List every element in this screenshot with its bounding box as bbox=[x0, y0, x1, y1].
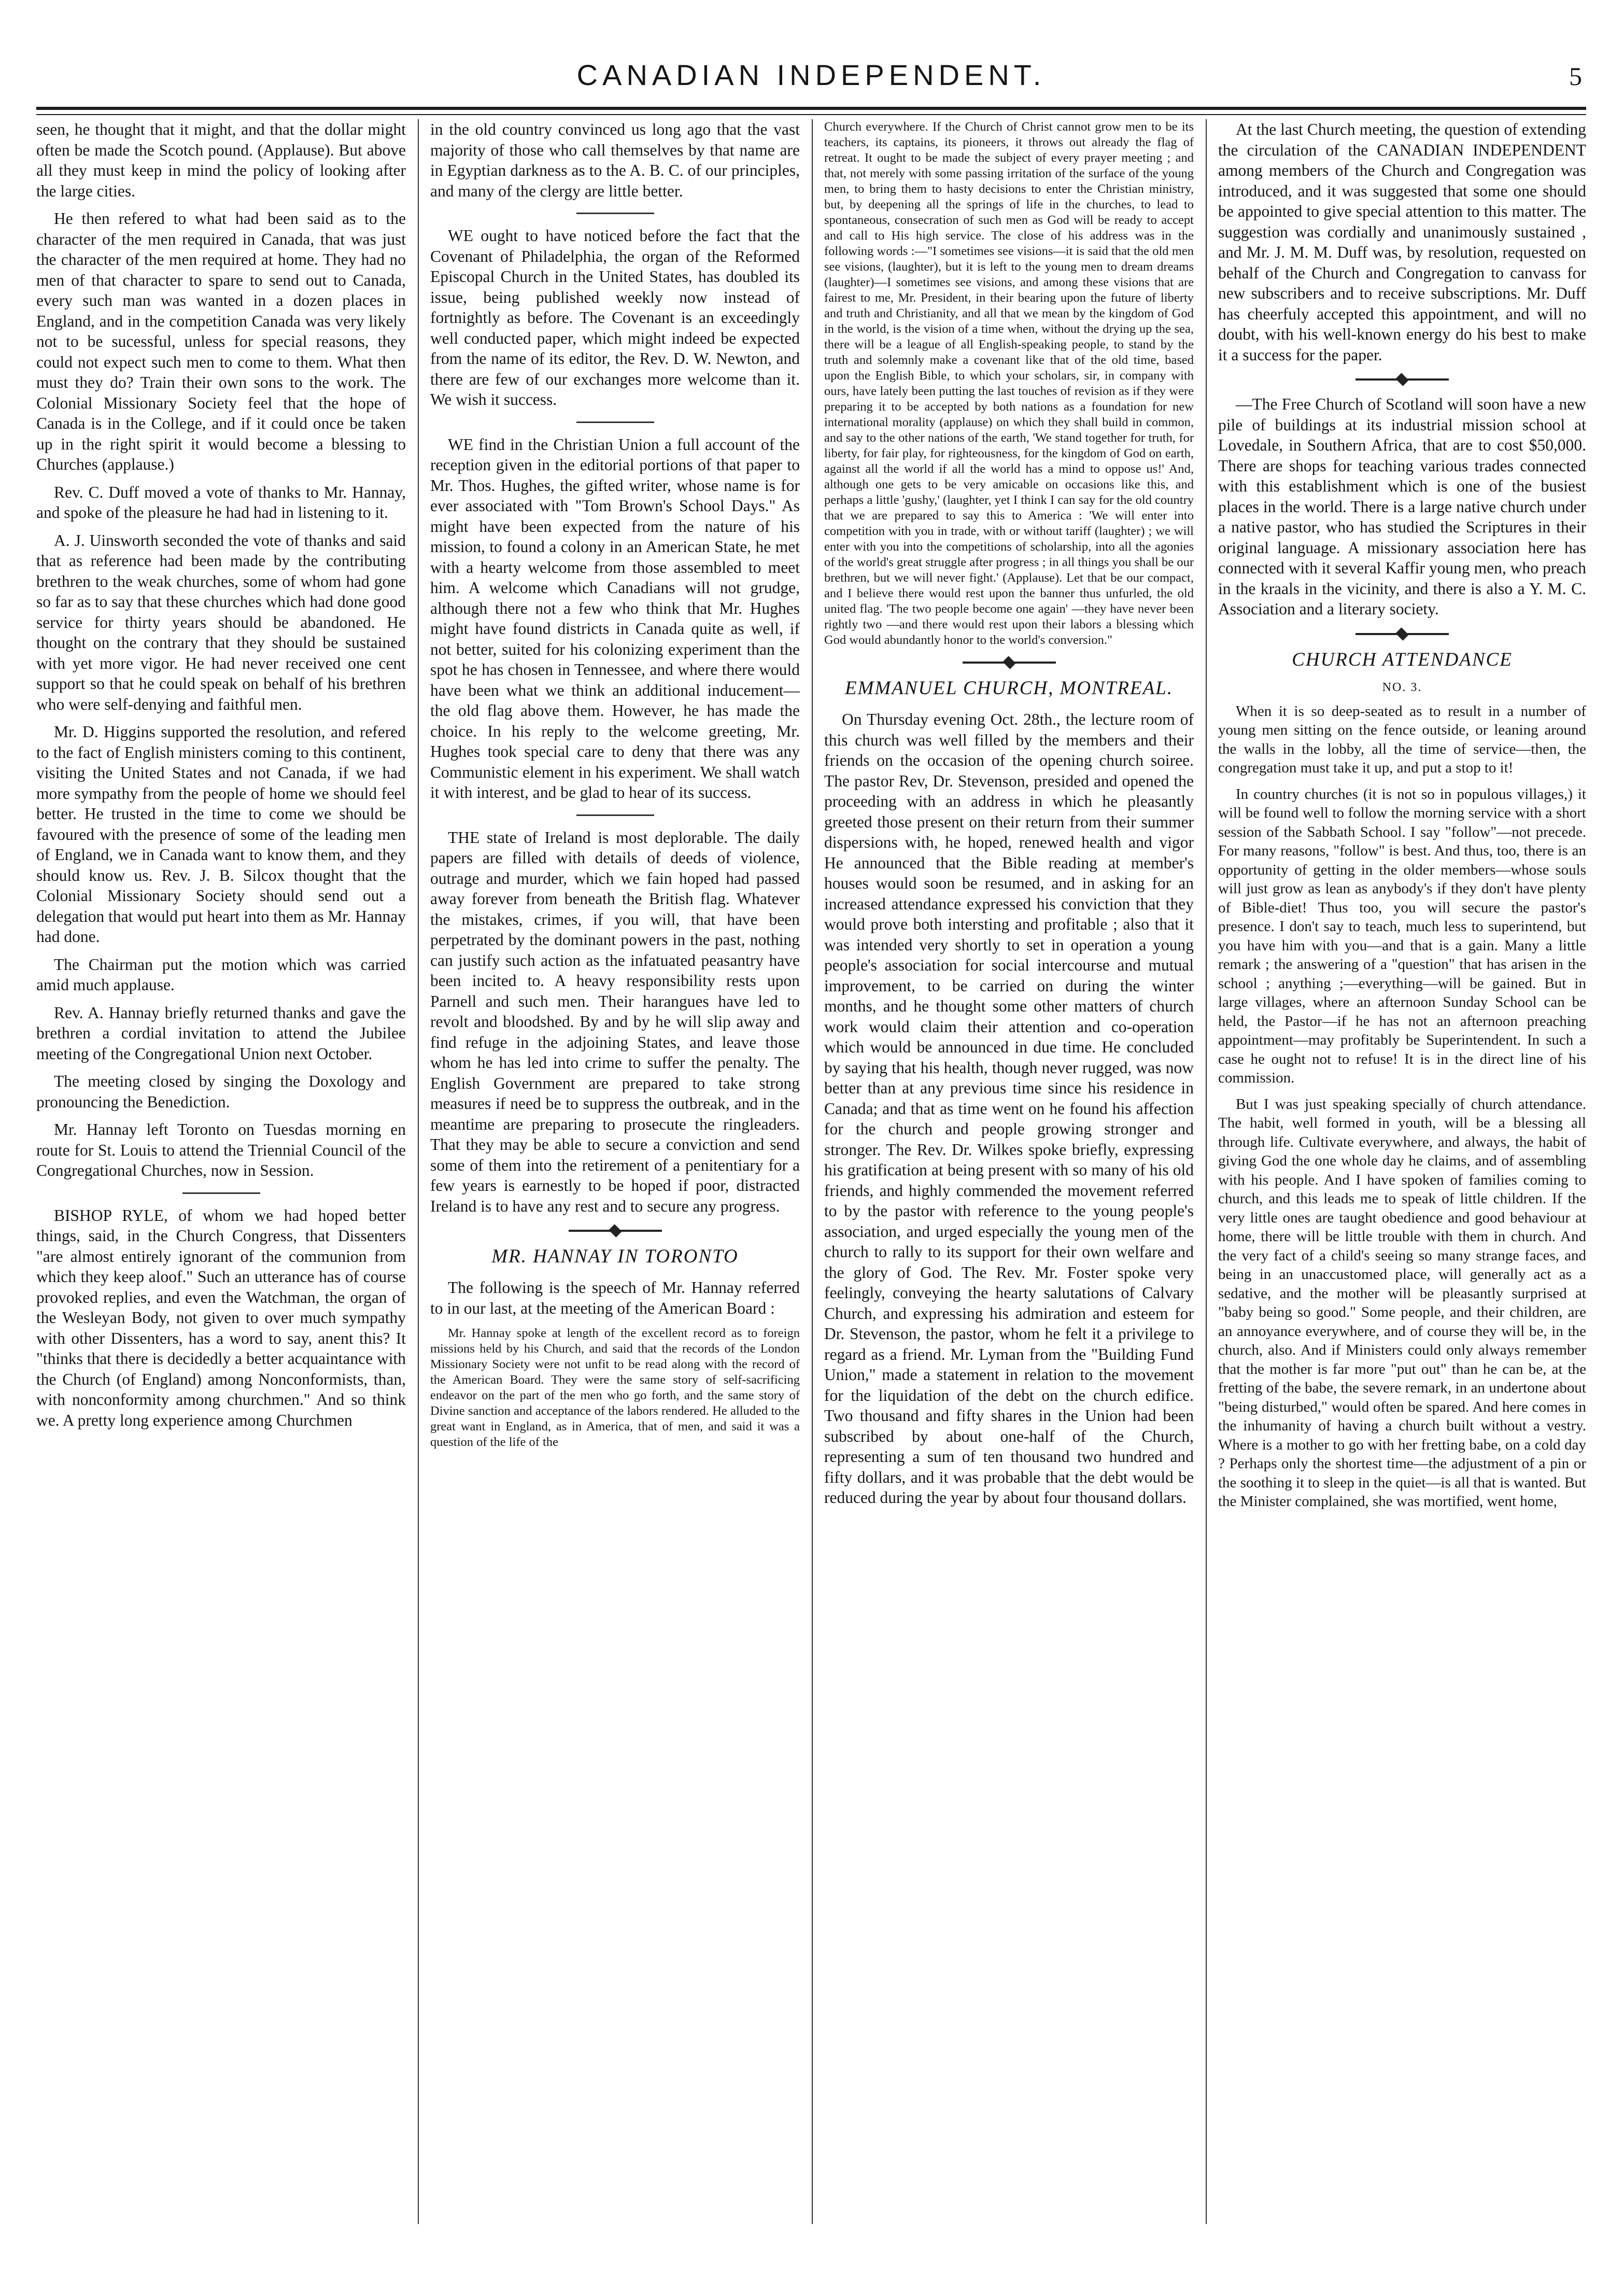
hannay-speech-continued: seen, he thought that it might, and that the dollar might often be made the Scotch pound. (Applause). But above all they must keep in mind the policy of looking after the large cities. bbox=[36, 120, 406, 200]
column-3 bbox=[824, 119, 1194, 2245]
hannay-toronto-heading: MR. HANNAY IN TORONTO bbox=[491, 1246, 739, 1267]
ornamental-divider bbox=[963, 662, 1056, 664]
emmanuel-church-report: On Thursday evening Oct. 28th., the lecture room of this church was well filled by the members and their friends on the occasion of the opening church soiree. The pastor Rev, Dr. Stevenson, presided and opened the proceeding with an address in which he pleasantly greeted those present on their return from their summer dispersions with, he hoped, renewed health and vigor He announced that the Bible reading at member's houses would soon be resumed, and in asking for an increased attendance expressed his conviction that they would prove both intersting and profitable ; also that it was intended very shortly to set in operation a young people's association for social intercourse and mutual improvement, to be carried on during the winter months, and he thought some other matters of church work would claim their attention and co-operation which would be announced in due time. He concluded by saying that his health, though never rugged, was now better than at any previous time since his residence in Canada; and that as time went on he found his affection for the church and people growing stronger and stronger. The Rev. Dr. Wilkes spoke briefly, expressing his gratification at being present with so many of his old friends, and highly commended the movement referred to by the pastor with reference to the young people's association, and urged especially the young men of the church to rally to its support for their own welfare and the glory of God. The Rev. Mr. Foster spoke very feelingly, conveying the hearty salutations of Calvary Church, and expressing his admiration and esteem for Dr. Stevenson, the pastor, whom he felt it a privilege to regard as a friend. Mr. Lyman from the "Building Fund Union," made a statement in relation to the movement for the liquidation of the debt on the church edifice. Two thousand and fifty shares in the Union had been subscribed by about one-half of the Church, representing a sum of ten thousand two hundred and fifty dollars, and it was probable that the debt would be reduced during the year by about four thousand dollars. bbox=[824, 710, 1194, 1507]
section-divider bbox=[576, 814, 654, 816]
page-number: 5 bbox=[1569, 62, 1582, 91]
ornamental-divider bbox=[1355, 633, 1449, 635]
column-rule-2 bbox=[812, 119, 813, 2224]
section-divider bbox=[576, 213, 654, 214]
header-rule-thin bbox=[36, 114, 1586, 115]
emmanuel-church-heading: EMMANUEL CHURCH, MONTREAL. bbox=[844, 678, 1174, 699]
page-header bbox=[36, 31, 1586, 114]
hannay-speech-excerpt-continued: Church everywhere. If the Church of Christ cannot grow men to be its teachers, its captains, its pioneers, it throws out already the flag of retreat. It ought to be made the subject of every prayer meeting ; and that, not merely with some passing irritation of the surface of the young men, to bring them to hasty decisions to enter the Christian ministry, but, by deepening all the springs of life in the churches, to lead to spontaneous, consecration of such men as God will be ready to accept and call to His high service. The close of his address was in the following words :—"I sometimes see visions—it is said that the old men see visions, (laughter), but it is left to the young men to dream dreams (laughter)—I sometimes see visions, and among these visions that are fairest to me, Mr. President, in their bearing upon the future of liberty and truth and Christianity, and all that we mean by the kingdom of God in the world, is the vision of a time when, without the drying up the sea, there will be a league of all English-speaking people, to stand by the truth and solemnly make a covenant like that of the old time, based upon the English Bible, to which your scholars, sir, in company with ours, have lately been putting the last touches of revision as if they were preparing it to be accepted by both nations as a foundation for new international morality (applause) on which they shall build in common, and say to the other nations of the earth, 'We stand together for truth, for liberty, for fair play, for righteousness, for the kingdom of God on earth, against all the world if all the world has a mind to oppose us!' And, although one gets to be very amicable on occasions like this, and perhaps a little 'gushy,' (laughter, yet I think I can say for the old country that we are prepared to say this to America : 'We will enter into competition with you in trade, with or without tariff (laughter) ; we will enter with you into the competitions of scholarship, into all the agonies of the world's great struggle after progress ; in all things you shall be our brethren, but we will never fight.' (Applause). Let that be our compact, and I believe there would rest upon the banner thus unfurled, the old united flag. 'The two people become one again' —they have never been rightly two —and there would rest upon their labors a blessing which God would abundantly honor to the world's conversion." bbox=[824, 120, 1194, 647]
attendance-paragraph-3: But I was just speaking specially of church attendance. The habit, well formed in youth, will be a blessing all through life. Cultivate everywhere, and always, the habit of giving God the one whole day he claims, and of assembling with his people. And I have spoken of families coming to church, and this leads me to speak of little children. If the very little ones are taught obedience and good behaviour at home, there will be little trouble with them in church. And the very fact of a child's seeing so many strange faces, and being in an unaccustomed place, will generally act as a sedative, and the mother will be pleasantly surprised at "baby being so good." Some people, and their children, are an annoyance everywhere, and of course they will be, in the church, also. And if Ministers could only always remember that the mother is far more "put out" than he can be, at the fretting of the babe, the severe remark, in an undertone about "being disturbed," would often be spared. And here comes in the inhumanity of having a church built without a vestry. Where is a mother to go with her fretting babe, on a cold day ? Perhaps only the shortest time—the adjustment of a pin or the soothing it to sleep in the quiet—is all that is wanted. But the Minister complained, she was mortified, went home, bbox=[1218, 1095, 1586, 1510]
header-rule-thick bbox=[36, 107, 1586, 110]
church-meeting-paragraph: At the last Church meeting, the question of extending the circulation of the CANADIAN INDEPENDENT among members of the Church and Congregation was introduced, and it was suggested that some one should be appointed to give special attention to this matter. The suggestion was cordially and unanimously sustained , and Mr. J. M. M. Duff was, by resolution, requested on behalf of the Church and Congregation to canvass for new subscribers and to receive subscriptions. Mr. Duff has cheerfuly accepted this appointment, and will no doubt, with his well-known energy do his best to make it a success for the paper. bbox=[1218, 120, 1586, 364]
meeting-close: The meeting closed by singing the Doxology and pronouncing the Benediction. bbox=[36, 1072, 406, 1111]
ornamental-divider bbox=[1355, 378, 1449, 381]
chairman-motion: The Chairman put the motion which was carried amid much applause. bbox=[36, 955, 406, 994]
free-church-scotland-paragraph: —The Free Church of Scotland will soon have a new pile of buildings at its industrial mission school at Lovedale, in Southern Africa, that are to cost $50,000. There are shops for teaching various trades connected with this establishment which is one of the busiest places in the world. There is a large native church under a native pastor, who has studied the Scriptures in their original language. A missionary association here has connected with it several Kaffir young men, who preach in the kraals in the vicinity, and there is also a Y. M. C. Association and a literary society. bbox=[1218, 395, 1586, 618]
hannay-thanks: Rev. A. Hannay briefly returned thanks and gave the brethren a cordial invitation to attend the Jubilee meeting of the Congregational Union next October. bbox=[36, 1003, 406, 1063]
running-head: CANADIAN INDEPENDENT. bbox=[576, 59, 1046, 91]
ireland-paragraph: THE state of Ireland is most deplorable. The daily papers are filled with details of deeds of violence, outrage and murder, which we fain hoped had passed away forever from beneath the British flag. Whatever the mistakes, crimes, if you will, that have been perpetrated by the dominant powers in the past, nothing can justify such action as the infatuated peasantry have been incited to. A heavy responsibility rests upon Parnell and such men. Their harangues have led to revolt and bloodshed. By and by he will slip away and find refuge in the adjoining States, and leave those whom he has led into crime to suffer the penalty. The English Government are prepared to take strong measures if need be to suppress the outbreak, and in the meantime are preparing to prosecute the ringleaders. That they may be able to secure a conviction and send some of them into the retirement of a penitentiary for a few years is earnestly to be hoped if poor, distracted Ireland is to have any rest and to secure any progress. bbox=[430, 828, 800, 1215]
section-divider bbox=[576, 421, 654, 423]
column-4 bbox=[1218, 119, 1586, 2245]
hannay-speech-paragraph: He then refered to what had been said as to the character of the men required in Canada, that was just the character of the men required at home. They had no men of that character to spare to send out to Canada, every such man was wanted in a dozen places in England, and in the competition Canada was very likely not to be sucessful, unless for special reasons, they could not expect such men to come to them. What then must they do? Train their own sons to the work. The Colonial Missionary Society feel that the hope of Canada is in the College, and if it could once be taken up in the right spirit it would become a blessing to Churches (applause.) bbox=[36, 209, 406, 473]
bishop-ryle-paragraph: BISHOP RYLE, of whom we had hoped better things, said, in the Church Congress, that Dissenters "are almost entirely ignorant of the communion from which they keep aloof." Such an utterance has of course provoked replies, and even the Watchman, the organ of the Wesleyan Body, not given to over much sympathy with other Dissenters, has a word to say, anent this? It "thinks that there is decidedly a better acquaintance with the Church (of England) among Nonconformists, than, with nonconformity among churchmen." And so think we. A pretty long experience among Churchmen bbox=[36, 1206, 406, 1429]
hannay-speech-excerpt: Mr. Hannay spoke at length of the excellent record as to foreign missions held by his Church, and said that the records of the London Missionary Society were not unfit to be read along with the record of the American Board. They were the same story of self-sacrificing endeavor on the part of the men who go forth, and the same story of Divine sanction and acceptance of the labors rendered. He alluded to the great want in England, as in America, that of men, and said it was a question of the life of the bbox=[430, 1326, 800, 1449]
duff-vote-of-thanks: Rev. C. Duff moved a vote of thanks to Mr. Hannay, and spoke of the pleasure he had had in listening to it. bbox=[36, 483, 406, 522]
churchmen-continued: in the old country convinced us long ago that the vast majority of those who call themselves by that name are in Egyptian darkness as to the A. B. C. of our principles, and many of the clergy are little better. bbox=[430, 120, 800, 200]
christian-union-paragraph: WE find in the Christian Union a full account of the reception given in the editorial portions of that paper to Mr. Thos. Hughes, the gifted writer, whose name is for ever associated with "Tom Brown's School Days." As might have been expected from the nature of his mission, to found a colony in an American State, he met with a hearty welcome from those assembled to meet him. A welcome which Canadians will not grudge, although there not a few who think that Mr. Hughes might have found districts in Canada quite as well, if not better, suited for his colonizing experiment than the spot he has chosen in Tennessee, and where there would have been what we think an additional inducement— the old flag above them. However, he has made the choice. In his reply to the welcome greeting, Mr. Hughes took special care to deny that there was any Communistic element in his experiment. We shall watch it with interest, and be glad to hear of its success. bbox=[430, 435, 800, 801]
column-rule-1 bbox=[418, 119, 419, 2224]
column-1 bbox=[36, 119, 406, 2245]
column-2 bbox=[430, 119, 800, 2245]
covenant-paragraph: WE ought to have noticed before the fact that the Covenant of Philadelphia, the organ of the Reformed Episcopal Church in the United States, has doubled its issue, being published weekly now instead of fortnightly as before. The Covenant is an exceedingly well conducted paper, which might indeed be expected from the name of its editor, the Rev. D. W. Newton, and there are few of our exchanges more welcome than it. We wish it success. bbox=[430, 227, 800, 409]
ornamental-divider bbox=[569, 1230, 662, 1232]
attendance-paragraph-1: When it is so deep-seated as to result in a number of young men sitting on the fence outside, or leaning around the walls in the lobby, all the time of service—then, the congregation must take it up, and put a stop to it! bbox=[1218, 702, 1586, 776]
higgins-support: Mr. D. Higgins supported the resolution, and refered to the fact of English ministers coming to this continent, visiting the United States and not Canada, if we had more sympathy from the people of home we should feel better. He trusted in the time to come we should be favoured with the presence of some of the leading men of England, we in Canada want to know them, and they should know us. Rev. J. B. Silcox thought that the Colonial Missionary Society should send out a delegation that would put heart into them as Mr. Hannay had done. bbox=[36, 723, 406, 946]
uinsworth-seconding: A. J. Uinsworth seconded the vote of thanks and said that as reference had been made by the contributing brethren to the weak churches, some of whom had gone so far as to say that these churches which had done good service for thirty years should be abandoned. He thought on the contrary that they should be sustained with yet more vigor. He had never received one cent support so that he could speak on behalf of his brethren who were self-denying and faithful men. bbox=[36, 531, 406, 713]
column-rule-3 bbox=[1206, 119, 1207, 2224]
hannay-departure: Mr. Hannay left Toronto on Tuesdas morning en route for St. Louis to attend the Triennial Council of the Congregational Churches, now in Session. bbox=[36, 1120, 406, 1179]
hannay-speech-intro: The following is the speech of Mr. Hannay referred to in our last, at the meeting of the American Board : bbox=[430, 1278, 800, 1317]
church-attendance-number: NO. 3. bbox=[1382, 680, 1422, 694]
article-columns bbox=[36, 119, 1586, 2250]
church-attendance-heading: CHURCH ATTENDANCE bbox=[1292, 649, 1513, 670]
attendance-paragraph-2: In country churches (it is not so in populous villages,) it will be found well to follow the morning service with a short session of the Sabbath School. I say "follow"—not precede. For many reasons, "follow" is best. And thus, too, there is an opportunity of getting in the older members—whose souls will just grow as lean as anybody's if they don't have plenty of Bible-diet! Thus too, you will secure the pastor's presence. I don't say to teach, much less to superintend, but you have him with you—and that is a gain. Many a little remark ; the answering of a "question" that has arisen in the school ; anything ;—everything—will be gained. But in large villages, where an afternoon Sunday School can be held, the Pastor—if he has not an afternoon preaching appointment—may profitably be Superintendent. In such a case he ought not to refuse! It is in the direct line of his commission. bbox=[1218, 785, 1586, 1086]
section-divider bbox=[182, 1192, 260, 1194]
